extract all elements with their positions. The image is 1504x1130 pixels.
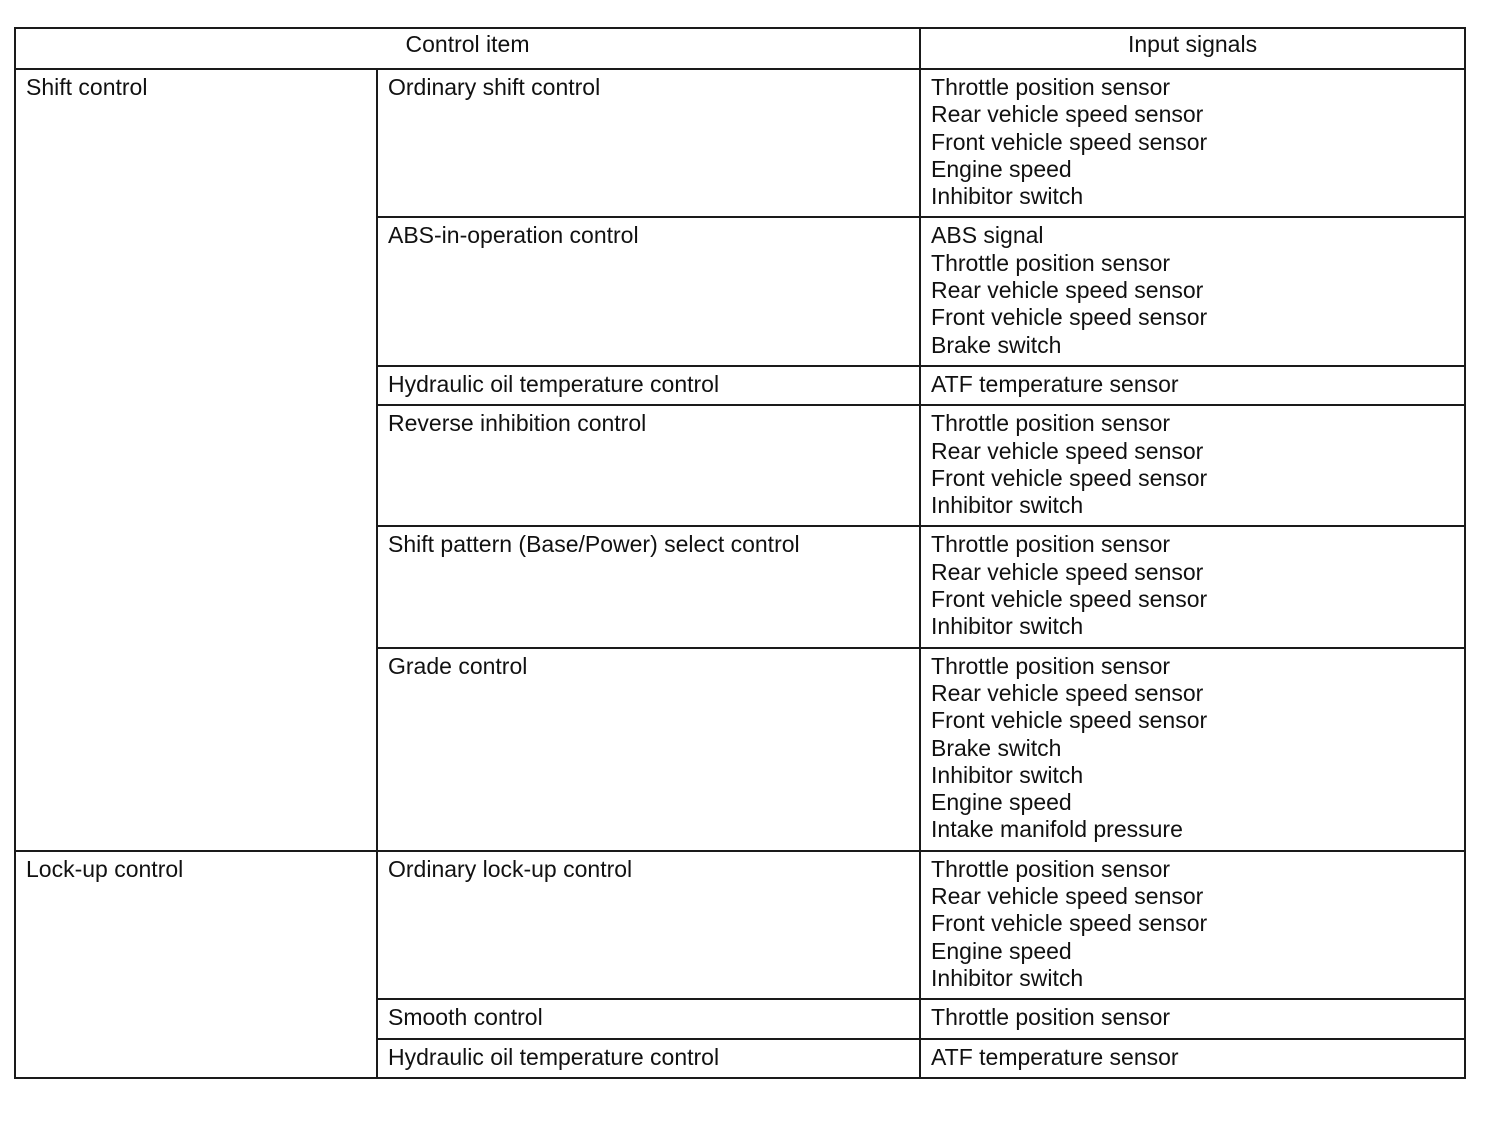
control-item-cell: Smooth control <box>377 999 920 1038</box>
control-item-cell: Ordinary shift control <box>377 69 920 217</box>
control-item-cell: Ordinary lock-up control <box>377 851 920 999</box>
control-item-cell: Hydraulic oil temperature control <box>377 1039 920 1078</box>
input-signal: Intake manifold pressure <box>931 816 1183 843</box>
input-signal: Rear vehicle speed sensor <box>931 679 1204 706</box>
table-row <box>15 851 1465 999</box>
input-signal: Inhibitor switch <box>931 761 1084 788</box>
input-signal: Engine speed <box>931 937 1072 964</box>
input-signals-cell <box>920 526 1465 647</box>
category-cell: Shift control <box>15 69 377 851</box>
control-item-cell: Reverse inhibition control <box>377 405 920 526</box>
header-input-signals: Input signals <box>920 28 1465 69</box>
input-signal: Throttle position sensor <box>931 1004 1171 1031</box>
input-signal: Engine speed <box>931 155 1072 182</box>
input-signals-cell <box>920 217 1465 365</box>
input-signals-cell <box>920 69 1465 217</box>
input-signals-cell <box>920 851 1465 999</box>
input-signal: Inhibitor switch <box>931 492 1084 519</box>
input-signal: Rear vehicle speed sensor <box>931 437 1204 464</box>
control-item-cell: Grade control <box>377 648 920 851</box>
input-signal: Engine speed <box>931 789 1072 816</box>
input-signals-cell <box>920 405 1465 526</box>
input-signal: Rear vehicle speed sensor <box>931 558 1204 585</box>
input-signal: Inhibitor switch <box>931 964 1084 991</box>
input-signal: Throttle position sensor <box>931 652 1171 679</box>
category-cell: Lock-up control <box>15 851 377 1078</box>
input-signal: ABS signal <box>931 222 1044 249</box>
control-item-cell: ABS-in-operation control <box>377 217 920 365</box>
input-signal: Inhibitor switch <box>931 183 1084 210</box>
control-item-cell: Shift pattern (Base/Power) select control <box>377 526 920 647</box>
input-signal: ATF temperature sensor <box>931 370 1179 397</box>
input-signal: Front vehicle speed sensor <box>931 707 1208 734</box>
input-signal: Throttle position sensor <box>931 410 1171 437</box>
input-signal: Front vehicle speed sensor <box>931 304 1208 331</box>
input-signals-cell <box>920 999 1465 1038</box>
input-signal: Brake switch <box>931 734 1062 761</box>
input-signals-cell <box>920 648 1465 851</box>
input-signals-cell <box>920 1039 1465 1078</box>
header-row <box>15 28 1465 69</box>
input-signal: Brake switch <box>931 331 1062 358</box>
input-signal: Front vehicle speed sensor <box>931 128 1208 155</box>
control-input-table <box>14 27 1466 1079</box>
input-signal: Throttle position sensor <box>931 249 1171 276</box>
table-row <box>15 69 1465 217</box>
input-signal: ATF temperature sensor <box>931 1043 1179 1070</box>
input-signal: Rear vehicle speed sensor <box>931 277 1204 304</box>
input-signal: Front vehicle speed sensor <box>931 586 1208 613</box>
input-signal: Rear vehicle speed sensor <box>931 883 1204 910</box>
table-body <box>15 69 1465 1078</box>
input-signal: Front vehicle speed sensor <box>931 910 1208 937</box>
header-control-item: Control item <box>15 28 920 69</box>
input-signal: Inhibitor switch <box>931 613 1084 640</box>
input-signal: Throttle position sensor <box>931 855 1171 882</box>
control-item-cell: Hydraulic oil temperature control <box>377 366 920 405</box>
input-signals-cell <box>920 366 1465 405</box>
input-signal: Front vehicle speed sensor <box>931 464 1208 491</box>
input-signal: Throttle position sensor <box>931 531 1171 558</box>
input-signal: Rear vehicle speed sensor <box>931 101 1204 128</box>
input-signal: Throttle position sensor <box>931 74 1171 100</box>
